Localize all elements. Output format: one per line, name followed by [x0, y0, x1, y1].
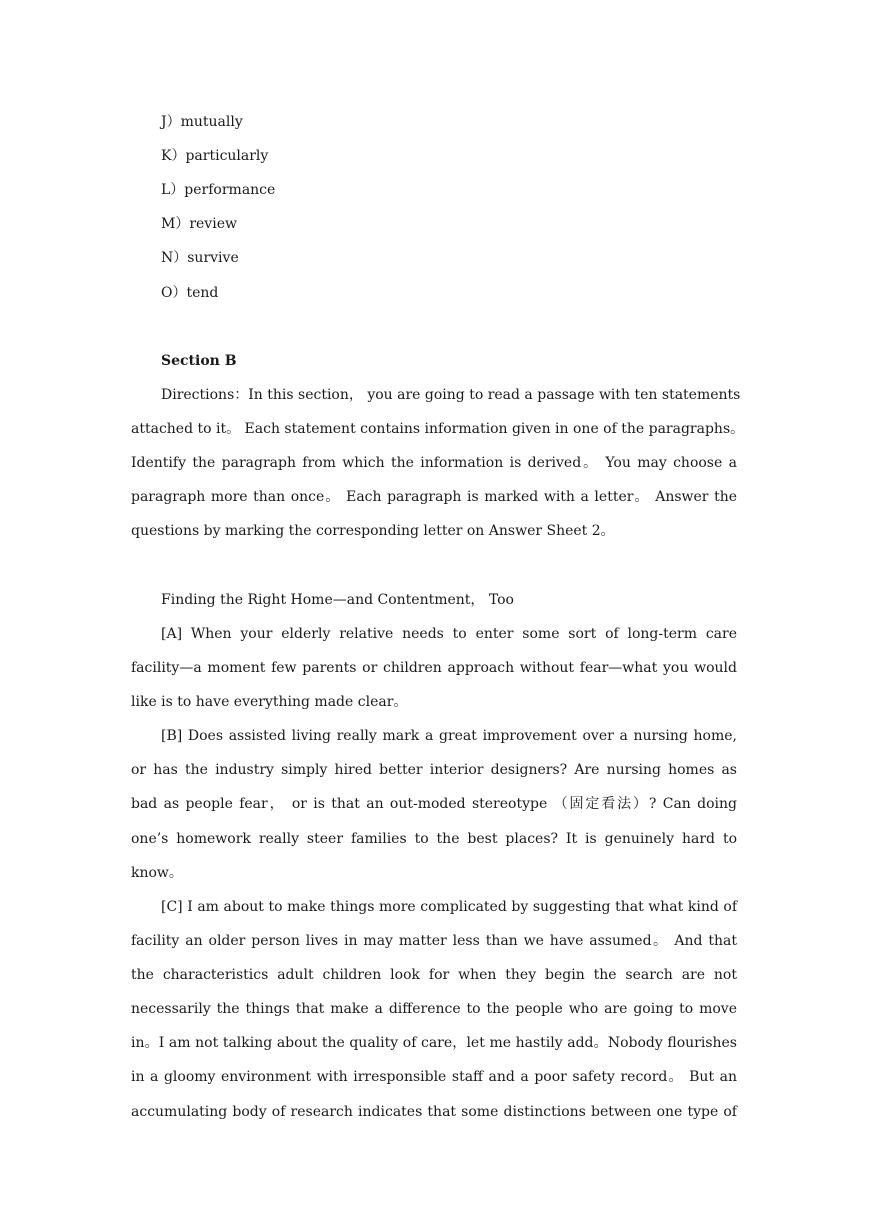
- option-n: N）survive: [161, 250, 239, 266]
- paragraph-b-line: [B] Does assisted living really mark a great improvement over a nursing home,: [161, 728, 737, 744]
- option-m: M）review: [161, 216, 237, 232]
- directions-line: Directions：In this section， you are going to read a passage with ten statements: [161, 387, 741, 403]
- passage-title: Finding the Right Home—and Contentment， Too: [161, 592, 514, 608]
- directions-line: Identify the paragraph from which the information is derived。 You may choose a: [131, 455, 737, 471]
- paragraph-a-line: [A] When your elderly relative needs to enter some sort of long-term care: [161, 626, 737, 642]
- section-heading: Section B: [161, 353, 237, 369]
- paragraph-c-line: the characteristics adult children look for when they begin the search are not: [131, 967, 737, 983]
- paragraph-c-line: [C] I am about to make things more complicated by suggesting that what kind of: [161, 899, 737, 915]
- paragraph-c-line: in。I am not talking about the quality of care，let me hastily add。Nobody flourishes: [131, 1035, 737, 1051]
- option-j: J）mutually: [161, 114, 243, 130]
- paragraph-b-line: one’s homework really steer families to the best places? It is genuinely hard to: [131, 831, 737, 847]
- paragraph-b-line: bad as people fear， or is that an out-moded stereotype （固定看法）? Can doing: [131, 796, 737, 812]
- paragraph-c-line: facility an older person lives in may matter less than we have assumed。 And that: [131, 933, 737, 949]
- paragraph-c-line: in a gloomy environment with irresponsible staff and a poor safety record。 But an: [131, 1069, 737, 1085]
- directions-line: paragraph more than once。 Each paragraph is marked with a letter。 Answer the: [131, 489, 737, 505]
- option-k: K）particularly: [161, 148, 269, 164]
- paragraph-c-line: accumulating body of research indicates that some distinctions between one type of: [131, 1104, 737, 1120]
- paragraph-b-line: know。: [131, 865, 183, 881]
- paragraph-b-line: or has the industry simply hired better interior designers? Are nursing homes as: [131, 762, 737, 778]
- paragraph-a-line: like is to have everything made clear。: [131, 694, 408, 710]
- directions-line: questions by marking the corresponding letter on Answer Sheet 2。: [131, 523, 615, 539]
- option-l: L）performance: [161, 182, 276, 198]
- option-o: O）tend: [161, 285, 219, 301]
- directions-line: attached to it。 Each statement contains information given in one of the paragraphs。: [131, 421, 745, 437]
- paragraph-a-line: facility—a moment few parents or children approach without fear—what you would: [131, 660, 737, 676]
- paragraph-c-line: necessarily the things that make a difference to the people who are going to move: [131, 1001, 737, 1017]
